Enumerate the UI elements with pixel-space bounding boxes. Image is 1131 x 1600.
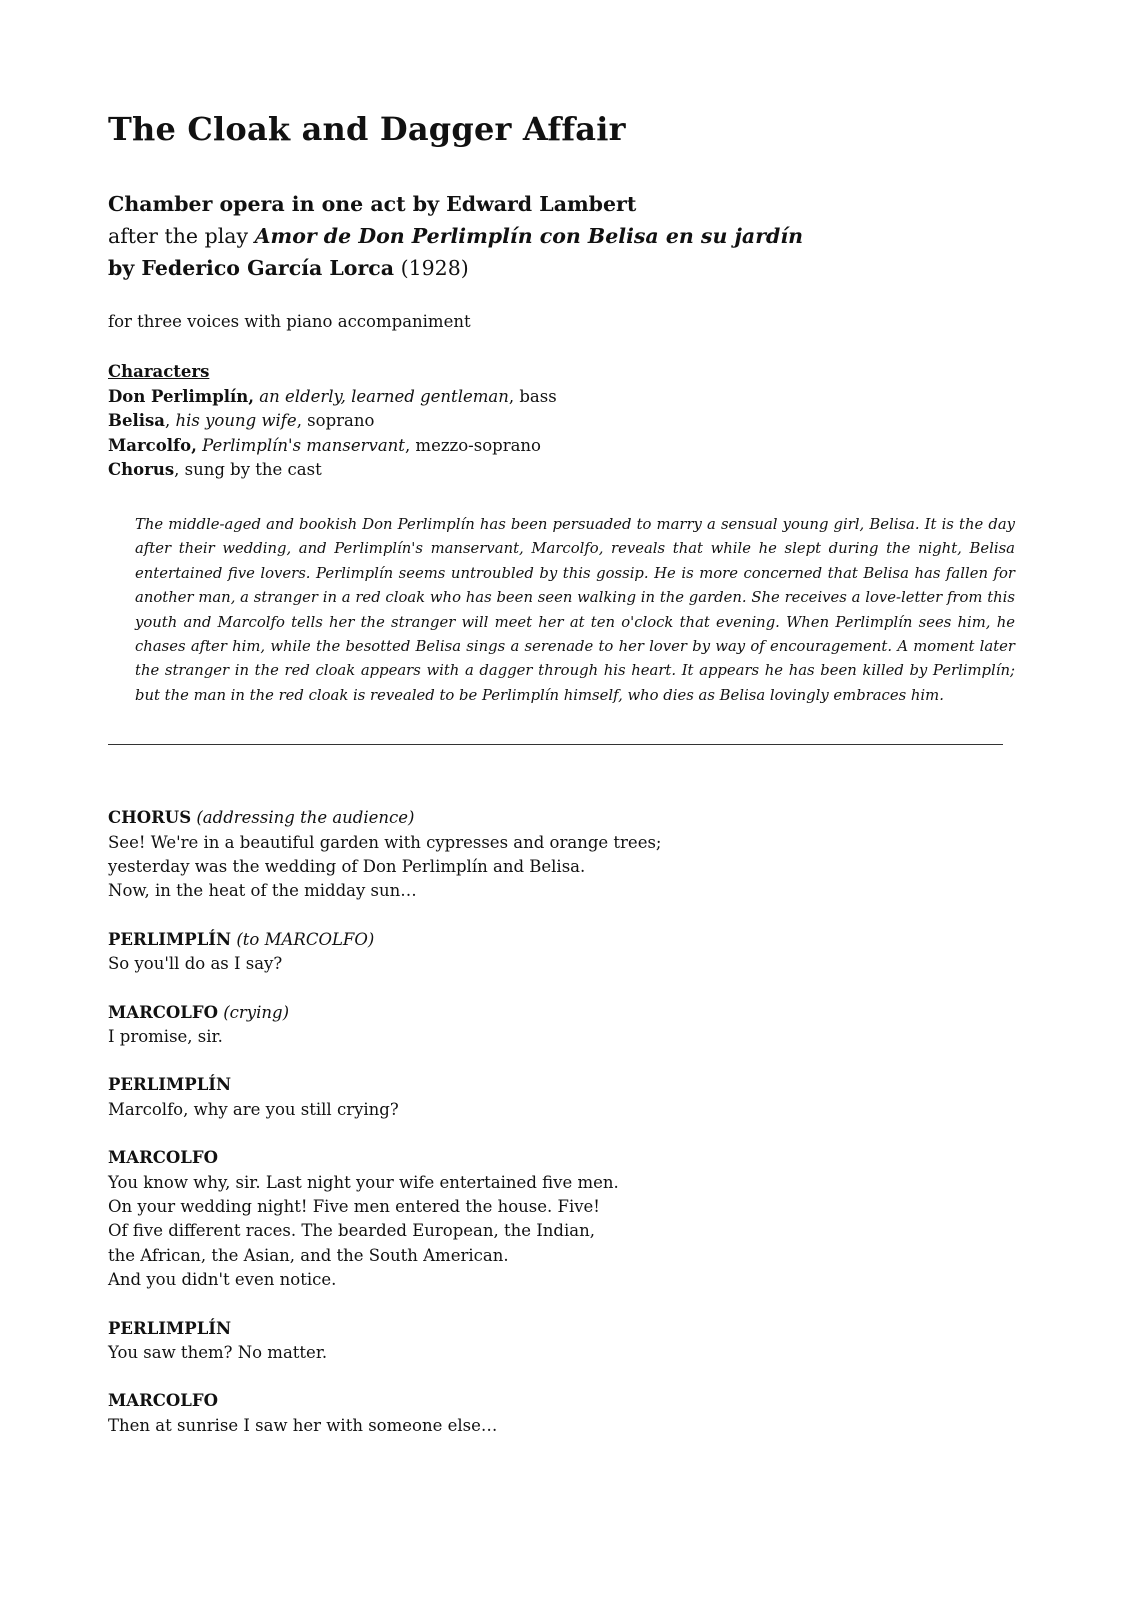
dialogue-block	[108, 806, 1038, 904]
speaker-name: MARCOLFO	[108, 1148, 218, 1168]
speaker-name: PERLIMPLÍN	[108, 1318, 232, 1338]
dialogue-block	[108, 1389, 1038, 1438]
subtitle-source-prefix: after the play	[108, 224, 255, 249]
dialogue-line: Of five different races. The bearded European, the Indian,	[108, 1221, 595, 1241]
dialogue-heading	[108, 1001, 1038, 1025]
dialogue-heading	[108, 1073, 1038, 1097]
speaker-name: MARCOLFO	[108, 1002, 218, 1022]
character-item: Marcolfo, Perlimplín's manservant, mezzo-soprano	[108, 435, 541, 455]
synopsis: The middle-aged and bookish Don Perlimplín has been persuaded to marry a sensual young girl, Belisa. It is the day after their wedding, and Perlimplín's manservant, Marcolfo, reveals that while he slept during the night, Belisa entertained five lovers. Perlimplín seems untroubled by this gossip. He is more concerned that Belisa has fallen for another man, a stranger in a red cloak who has been seen walking in the garden. She receives a love-letter from this youth and Marcolfo tells her the stranger will meet her at ten o'clock that evening. When Perlimplín sees him, he chases after him, while the besotted Belisa sings a serenade to her lover by way of encouragement. A moment later the stranger in the red cloak appears with a dagger through his heart. It appears he has been killed by Perlimplín; but the man in the red cloak is revealed to be Perlimplín himself, who dies as Belisa lovingly embraces him.	[135, 515, 1015, 704]
document-page	[108, 110, 1038, 1462]
subtitle-author	[108, 252, 1038, 284]
subtitle-source-title: Amor de Don Perlimplín con Belisa en su jardín	[254, 224, 804, 249]
dialogue-block	[108, 1317, 1038, 1366]
dialogue-heading	[108, 1389, 1038, 1413]
subtitle-composer: Chamber opera in one act by Edward Lambert	[108, 192, 637, 217]
dialogue-heading	[108, 1146, 1038, 1170]
dialogue-block	[108, 1073, 1038, 1122]
speaker-name: MARCOLFO	[108, 1391, 218, 1411]
character-item: Don Perlimplín, an elderly, learned gentleman, bass	[108, 386, 557, 406]
dialogue-line: Marcolfo, why are you still crying?	[108, 1099, 399, 1119]
dialogue-line: You saw them? No matter.	[108, 1343, 328, 1363]
dialogue-line: Then at sunrise I saw her with someone else…	[108, 1415, 498, 1435]
speaker-name: CHORUS	[108, 808, 192, 828]
subtitle-block	[108, 188, 1038, 284]
voices-note: for three voices with piano accompaniment	[108, 312, 471, 332]
character-item: Chorus, sung by the cast	[108, 460, 322, 480]
stage-direction: (addressing the audience)	[196, 808, 415, 828]
characters-heading: Characters	[108, 362, 210, 382]
dialogue-line: the African, the Asian, and the South American.	[108, 1245, 509, 1265]
dialogue-heading	[108, 1317, 1038, 1341]
dialogue-line: Now, in the heat of the midday sun…	[108, 881, 417, 901]
subtitle-source	[108, 220, 1038, 252]
dialogue-line: I promise, sir.	[108, 1026, 223, 1046]
characters-list	[108, 360, 1038, 483]
dialogue-line: And you didn't even notice.	[108, 1270, 337, 1290]
stage-direction: (to MARCOLFO)	[236, 929, 375, 949]
dialogue-line: On your wedding night! Five men entered the house. Five!	[108, 1197, 600, 1217]
section-divider	[108, 744, 1003, 745]
dialogue-block	[108, 928, 1038, 977]
stage-direction: (crying)	[223, 1002, 290, 1022]
dialogue-line: You know why, sir. Last night your wife entertained five men.	[108, 1172, 619, 1192]
subtitle-author-year: (1928)	[394, 256, 469, 281]
dialogue-heading	[108, 806, 1038, 830]
dialogue-heading	[108, 928, 1038, 952]
dialogue-block	[108, 1146, 1038, 1292]
dialogue-line: See! We're in a beautiful garden with cypresses and orange trees;	[108, 832, 662, 852]
libretto-script	[108, 806, 1038, 1438]
subtitle-author-name: by Federico García Lorca	[108, 256, 395, 281]
dialogue-line: yesterday was the wedding of Don Perlimplín and Belisa.	[108, 856, 586, 876]
character-item: Belisa, his young wife, soprano	[108, 411, 375, 431]
speaker-name: PERLIMPLÍN	[108, 1075, 232, 1095]
dialogue-block	[108, 1001, 1038, 1050]
dialogue-line: So you'll do as I say?	[108, 954, 283, 974]
speaker-name: PERLIMPLÍN	[108, 929, 232, 949]
document-title: The Cloak and Dagger Affair	[108, 110, 626, 148]
